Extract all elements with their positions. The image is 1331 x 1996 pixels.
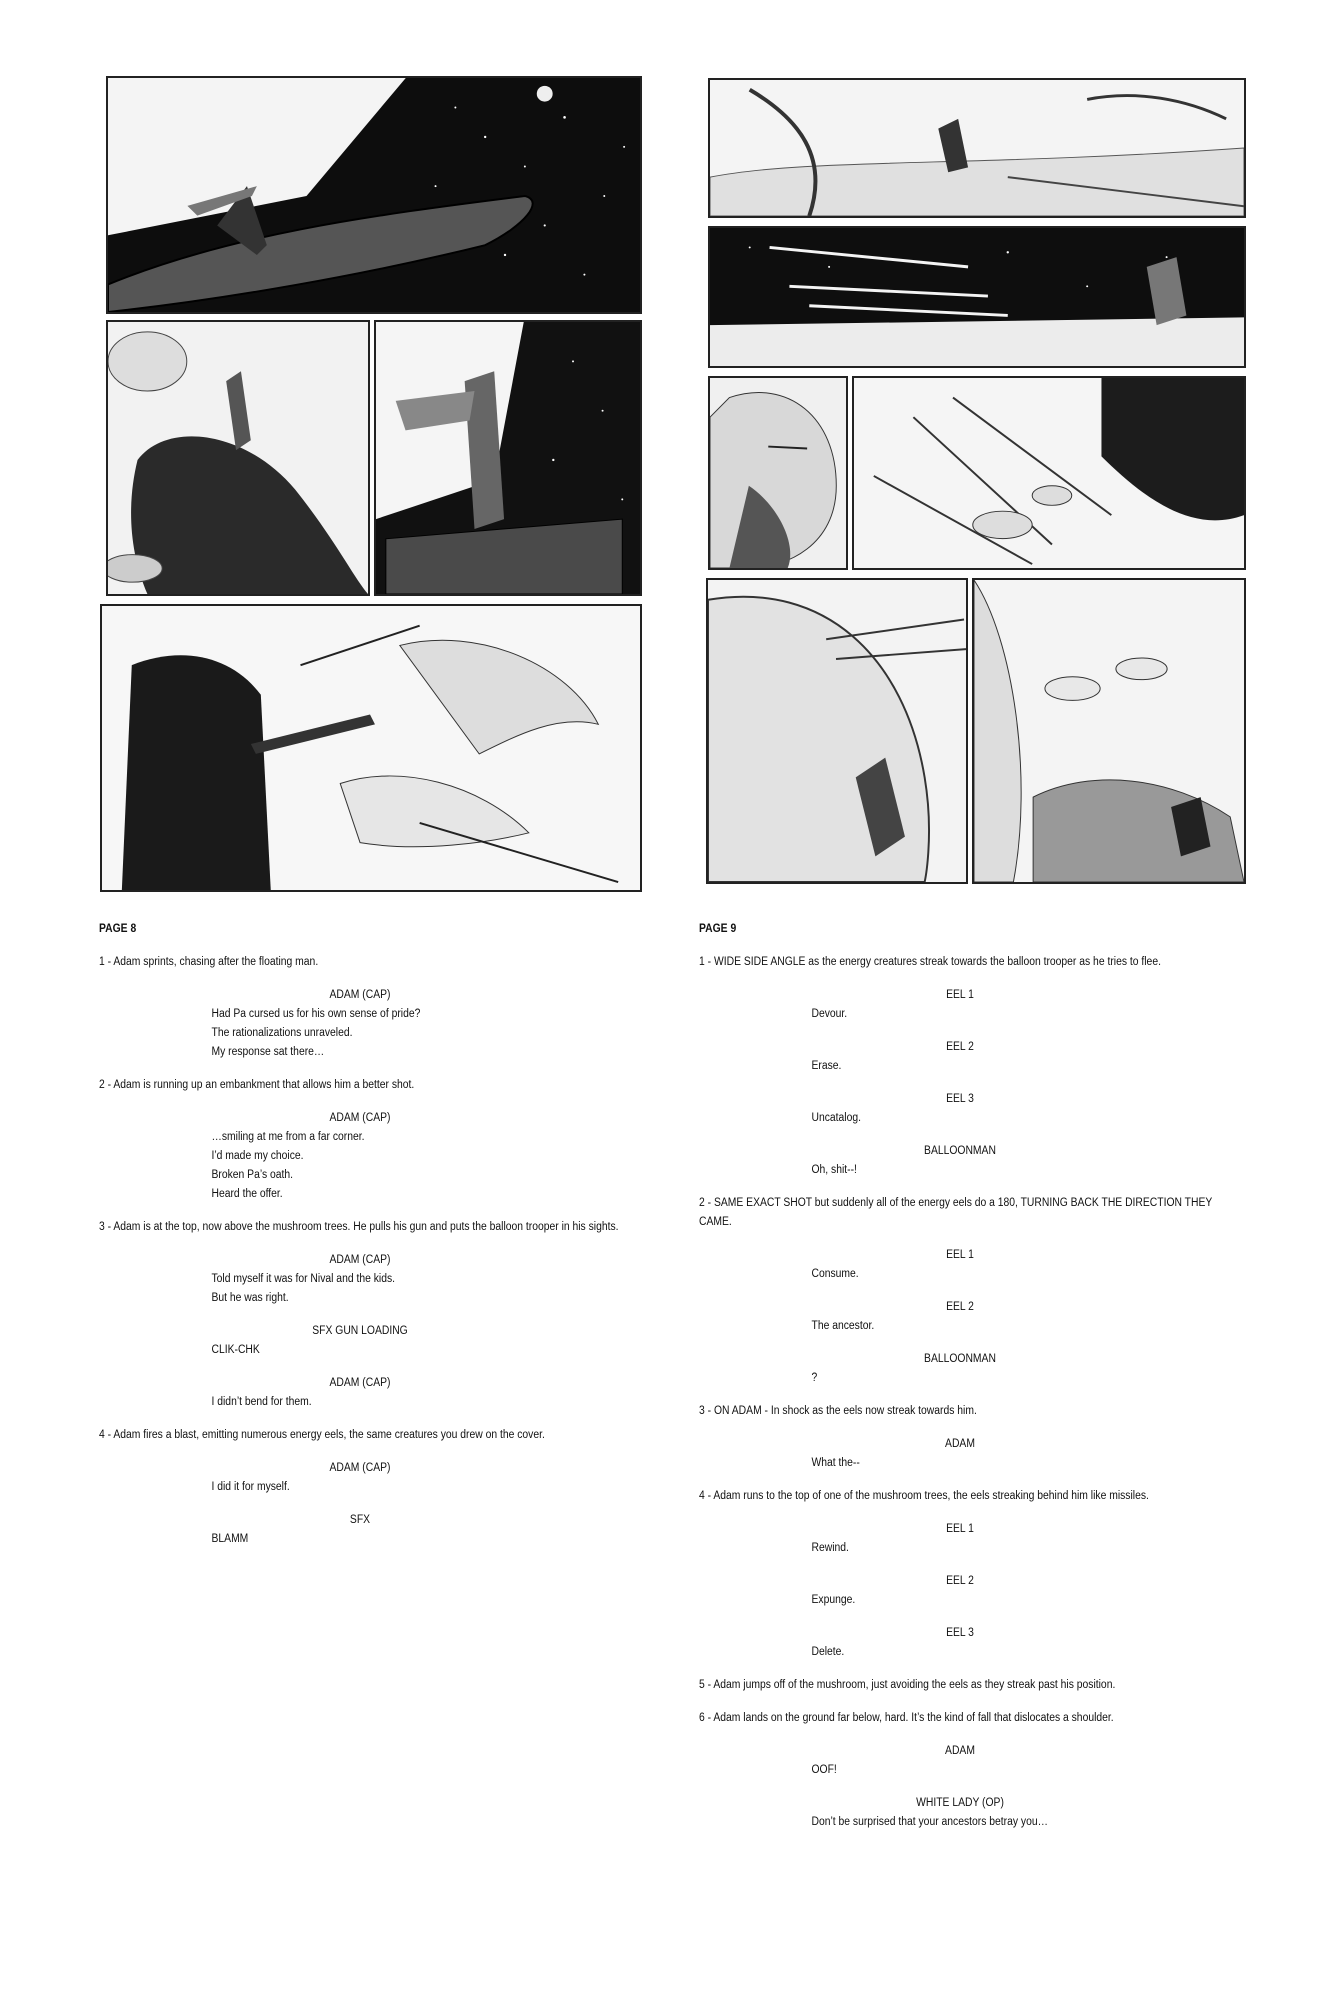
- dialogue-line: I did it for myself.: [211, 1481, 290, 1493]
- speaker-name: BALLOONMAN: [924, 1145, 996, 1157]
- page-title: PAGE 9: [699, 923, 737, 935]
- dialogue-block: [99, 1511, 621, 1549]
- speaker-name: EEL 1: [946, 989, 974, 1001]
- page9-panel3-art: [708, 376, 848, 570]
- speaker-name: SFX GUN LOADING: [312, 1325, 408, 1337]
- dialogue-line: Heard the offer.: [211, 1188, 283, 1200]
- dialogue-line: Uncatalog.: [811, 1112, 861, 1124]
- dialogue-block: [99, 1322, 621, 1360]
- speaker-name: EEL 1: [946, 1523, 974, 1535]
- speaker-name: EEL 3: [946, 1627, 974, 1639]
- action-line: 3 - Adam is at the top, now above the mushroom trees. He pulls his gun and puts the balloon trooper in his sights.: [99, 1221, 619, 1233]
- action-line: 2 - Adam is running up an embankment that allows him a better shot.: [99, 1079, 415, 1091]
- speaker-name: SFX: [349, 1514, 371, 1526]
- page9-panel2-art: [708, 226, 1246, 368]
- dialogue-block: [99, 986, 621, 1062]
- page9-script: [699, 920, 1221, 1846]
- action-line: 2 - SAME EXACT SHOT but suddenly all of the energy eels do a 180, TURNING BACK THE DIRECTION THEY CAME.: [699, 1197, 1213, 1228]
- dialogue-line: I’d made my choice.: [211, 1150, 304, 1162]
- speaker-name: ADAM (CAP): [329, 989, 391, 1001]
- action-line: 4 - Adam fires a blast, emitting numerous energy eels, the same creatures you drew on the cover.: [99, 1429, 545, 1441]
- action-line: 3 - ON ADAM - In shock as the eels now streak towards him.: [699, 1405, 977, 1417]
- speaker-name: ADAM: [945, 1745, 975, 1757]
- dialogue-block: [99, 1374, 621, 1412]
- dialogue-line: Told myself it was for Nival and the kids.: [211, 1273, 396, 1285]
- dialogue-line: CLIK-CHK: [211, 1344, 260, 1356]
- dialogue-line: Consume.: [811, 1268, 859, 1280]
- dialogue-block: [699, 1038, 1221, 1076]
- dialogue-line: My response sat there…: [211, 1046, 325, 1058]
- dialogue-block: [699, 986, 1221, 1024]
- speaker-name: EEL 1: [946, 1249, 974, 1261]
- page8-panel1-art: [106, 76, 642, 314]
- dialogue-line: The ancestor.: [811, 1320, 875, 1332]
- speaker-name: ADAM (CAP): [329, 1377, 391, 1389]
- dialogue-line: The rationalizations unraveled.: [211, 1027, 353, 1039]
- dialogue-line: BLAMM: [211, 1533, 249, 1545]
- dialogue-line: But he was right.: [211, 1292, 289, 1304]
- page9-panel1-art: [708, 78, 1246, 218]
- action-line: 1 - WIDE SIDE ANGLE as the energy creatures streak towards the balloon trooper as he tries to flee.: [699, 956, 1161, 968]
- dialogue-line: Broken Pa’s oath.: [211, 1169, 294, 1181]
- speaker-name: EEL 3: [946, 1093, 974, 1105]
- dialogue-line: Don’t be surprised that your ancestors betray you…: [811, 1816, 1048, 1828]
- dialogue-line: …smiling at me from a far corner.: [211, 1131, 365, 1143]
- speaker-name: ADAM (CAP): [329, 1462, 391, 1474]
- dialogue-line: Delete.: [811, 1646, 845, 1658]
- dialogue-line: OOF!: [811, 1764, 837, 1776]
- speaker-name: ADAM: [945, 1438, 975, 1450]
- page9-panel6-art: [972, 578, 1246, 884]
- page9-panel5-art: [706, 578, 968, 884]
- speaker-name: BALLOONMAN: [924, 1353, 996, 1365]
- dialogue-line: What the--: [811, 1457, 860, 1469]
- dialogue-block: [699, 1435, 1221, 1473]
- dialogue-block: [699, 1298, 1221, 1336]
- dialogue-block: [699, 1624, 1221, 1662]
- dialogue-line: Erase.: [811, 1060, 842, 1072]
- page8-script: [99, 920, 621, 1563]
- dialogue-line: ?: [811, 1372, 818, 1384]
- dialogue-block: [699, 1572, 1221, 1610]
- speaker-name: ADAM (CAP): [329, 1254, 391, 1266]
- dialogue-block: [699, 1142, 1221, 1180]
- speaker-name: EEL 2: [946, 1301, 974, 1313]
- page8-panel4-art: [100, 604, 642, 892]
- dialogue-line: Devour.: [811, 1008, 848, 1020]
- speaker-name: ADAM (CAP): [329, 1112, 391, 1124]
- dialogue-block: [699, 1246, 1221, 1284]
- dialogue-line: Had Pa cursed us for his own sense of pride?: [211, 1008, 421, 1020]
- dialogue-block: [699, 1794, 1221, 1832]
- dialogue-block: [699, 1350, 1221, 1388]
- dialogue-block: [699, 1090, 1221, 1128]
- page8-panel2-art: [106, 320, 370, 596]
- dialogue-block: [99, 1109, 621, 1204]
- dialogue-line: I didn’t bend for them.: [211, 1396, 312, 1408]
- dialogue-line: Oh, shit--!: [811, 1164, 857, 1176]
- speaker-name: EEL 2: [946, 1575, 974, 1587]
- dialogue-line: Rewind.: [811, 1542, 849, 1554]
- action-line: 1 - Adam sprints, chasing after the floating man.: [99, 956, 319, 968]
- dialogue-line: Expunge.: [811, 1594, 856, 1606]
- page-title: PAGE 8: [99, 923, 137, 935]
- action-line: 6 - Adam lands on the ground far below, hard. It’s the kind of fall that dislocates a shoulder.: [699, 1712, 1114, 1724]
- page9-panel4-art: [852, 376, 1246, 570]
- dialogue-block: [99, 1459, 621, 1497]
- dialogue-block: [99, 1251, 621, 1308]
- page8-panel3-art: [374, 320, 642, 596]
- speaker-name: WHITE LADY (OP): [916, 1797, 1004, 1809]
- action-line: 4 - Adam runs to the top of one of the mushroom trees, the eels streaking behind him like missiles.: [699, 1490, 1149, 1502]
- dialogue-block: [699, 1742, 1221, 1780]
- dialogue-block: [699, 1520, 1221, 1558]
- speaker-name: EEL 2: [946, 1041, 974, 1053]
- action-line: 5 - Adam jumps off of the mushroom, just avoiding the eels as they streak past his position.: [699, 1679, 1116, 1691]
